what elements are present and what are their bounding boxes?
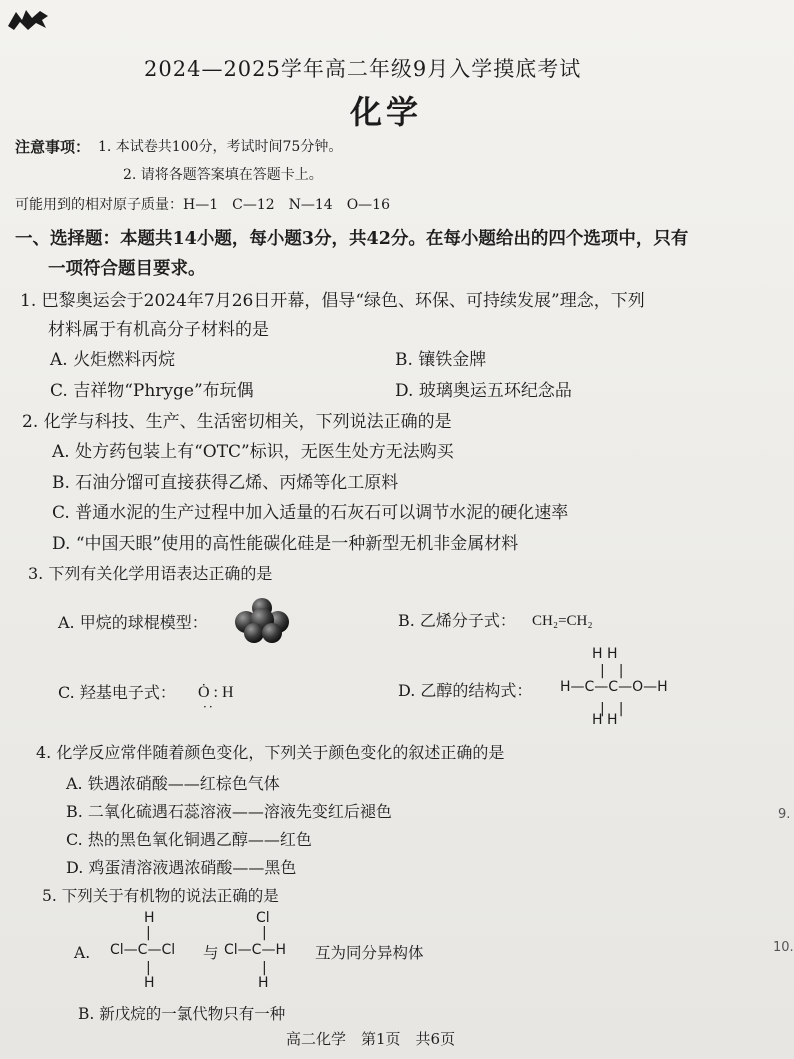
q3-option-c-formula: Ȯ : H bbox=[198, 684, 234, 701]
exam-title: 2024—2025学年高二年级9月入学摸底考试 bbox=[144, 57, 582, 81]
q4-option-b: B. 二氧化硫遇石蕊溶液——溶液先变红后褪色 bbox=[66, 802, 392, 821]
section-heading-line1: 一、选择题：本题共14小题，每小题3分，共42分。在每小题给出的四个选项中，只有 bbox=[15, 229, 689, 249]
ethanol-top-h: H H bbox=[592, 646, 618, 662]
q1-stem-line1: 1. 巴黎奥运会于2024年7月26日开幕，倡导“绿色、环保、可持续发展”理念，下列 bbox=[20, 291, 645, 311]
notes-label: 注意事项： bbox=[15, 138, 91, 156]
q1-stem-line2: 材料属于有机高分子材料的是 bbox=[48, 320, 269, 340]
lone-pair-dots: ·· bbox=[203, 700, 215, 714]
q1-option-c: C. 吉祥物“Phryge”布玩偶 bbox=[50, 381, 254, 401]
mol1-middle: Cl—C—Cl bbox=[110, 942, 176, 958]
q5-connector: 与 bbox=[203, 944, 219, 962]
q3-stem: 3. 下列有关化学用语表达正确的是 bbox=[28, 564, 273, 583]
q1-option-b: B. 镶铁金牌 bbox=[395, 350, 487, 370]
q3-option-b-formula: CH₂=CH₂ bbox=[532, 613, 593, 629]
q3-option-d-label: D. 乙醇的结构式： bbox=[398, 681, 533, 700]
mol1-top: H bbox=[144, 910, 155, 926]
mol2-middle: Cl—C—H bbox=[224, 942, 286, 958]
q5-stem: 5. 下列关于有机物的说法正确的是 bbox=[42, 887, 279, 905]
methane-ball-stick-model-image bbox=[232, 596, 292, 644]
publisher-logo bbox=[6, 6, 50, 32]
section-heading-line2: 一项符合题目要求。 bbox=[48, 259, 206, 279]
note-item-1: 1. 本试卷共100分，考试时间75分钟。 bbox=[98, 139, 343, 155]
q5-option-b: B. 新戊烷的一氯代物只有一种 bbox=[78, 1005, 286, 1023]
q5-option-a-tail: 互为同分异构体 bbox=[315, 944, 424, 962]
edge-number-10: 10. bbox=[773, 940, 794, 955]
ethanol-bottom-h: H H bbox=[592, 712, 618, 728]
q1-option-a: A. 火炬燃料丙烷 bbox=[50, 350, 176, 370]
edge-number-9: 9. bbox=[778, 807, 791, 822]
q4-option-d: D. 鸡蛋清溶液遇浓硝酸——黑色 bbox=[66, 858, 297, 877]
q3-option-b-label: B. 乙烯分子式： bbox=[398, 611, 516, 630]
mol1-bottom: H bbox=[144, 975, 155, 991]
q5-option-a-label: A. bbox=[74, 944, 91, 962]
dichloromethane-structure-2: Cl | Cl—C—H | H bbox=[224, 910, 286, 991]
ethanol-structural-formula: H H | | H—C—C—O—H | | H H bbox=[560, 646, 668, 728]
q3-option-c-label: C. 羟基电子式： bbox=[58, 683, 176, 702]
ethanol-main-chain: H—C—C—O—H bbox=[560, 679, 668, 695]
q2-option-b: B. 石油分馏可直接获得乙烯、丙烯等化工原料 bbox=[52, 473, 399, 493]
q2-stem: 2. 化学与科技、生产、生活密切相关，下列说法正确的是 bbox=[22, 412, 452, 432]
mol2-top: Cl bbox=[256, 910, 270, 926]
mol2-bottom: H bbox=[258, 975, 269, 991]
q2-option-d: D. “中国天眼”使用的高性能碳化硅是一种新型无机非金属材料 bbox=[52, 534, 519, 554]
q2-option-a: A. 处方药包装上有“OTC”标识，无医生处方无法购买 bbox=[52, 442, 454, 462]
q4-stem: 4. 化学反应常伴随着颜色变化，下列关于颜色变化的叙述正确的是 bbox=[36, 743, 505, 762]
q4-option-a: A. 铁遇浓硝酸——红棕色气体 bbox=[66, 774, 280, 793]
q4-option-c: C. 热的黑色氧化铜遇乙醇——红色 bbox=[66, 830, 312, 849]
q3-option-a: A. 甲烷的球棍模型： bbox=[58, 613, 208, 632]
dichloromethane-structure-1: H | Cl—C—Cl | H bbox=[110, 910, 176, 991]
note-item-2: 2. 请将各题答案填在答题卡上。 bbox=[123, 167, 323, 183]
page-footer: 高二化学 第1页 共6页 bbox=[286, 1030, 456, 1048]
q1-option-d: D. 玻璃奥运五环纪念品 bbox=[395, 381, 572, 401]
atomic-masses: 可能用到的相对原子质量：H—1 C—12 N—14 O—16 bbox=[15, 197, 390, 213]
subject-title: 化学 bbox=[350, 93, 423, 131]
q2-option-c: C. 普通水泥的生产过程中加入适量的石灰石可以调节水泥的硬化速率 bbox=[52, 503, 569, 523]
